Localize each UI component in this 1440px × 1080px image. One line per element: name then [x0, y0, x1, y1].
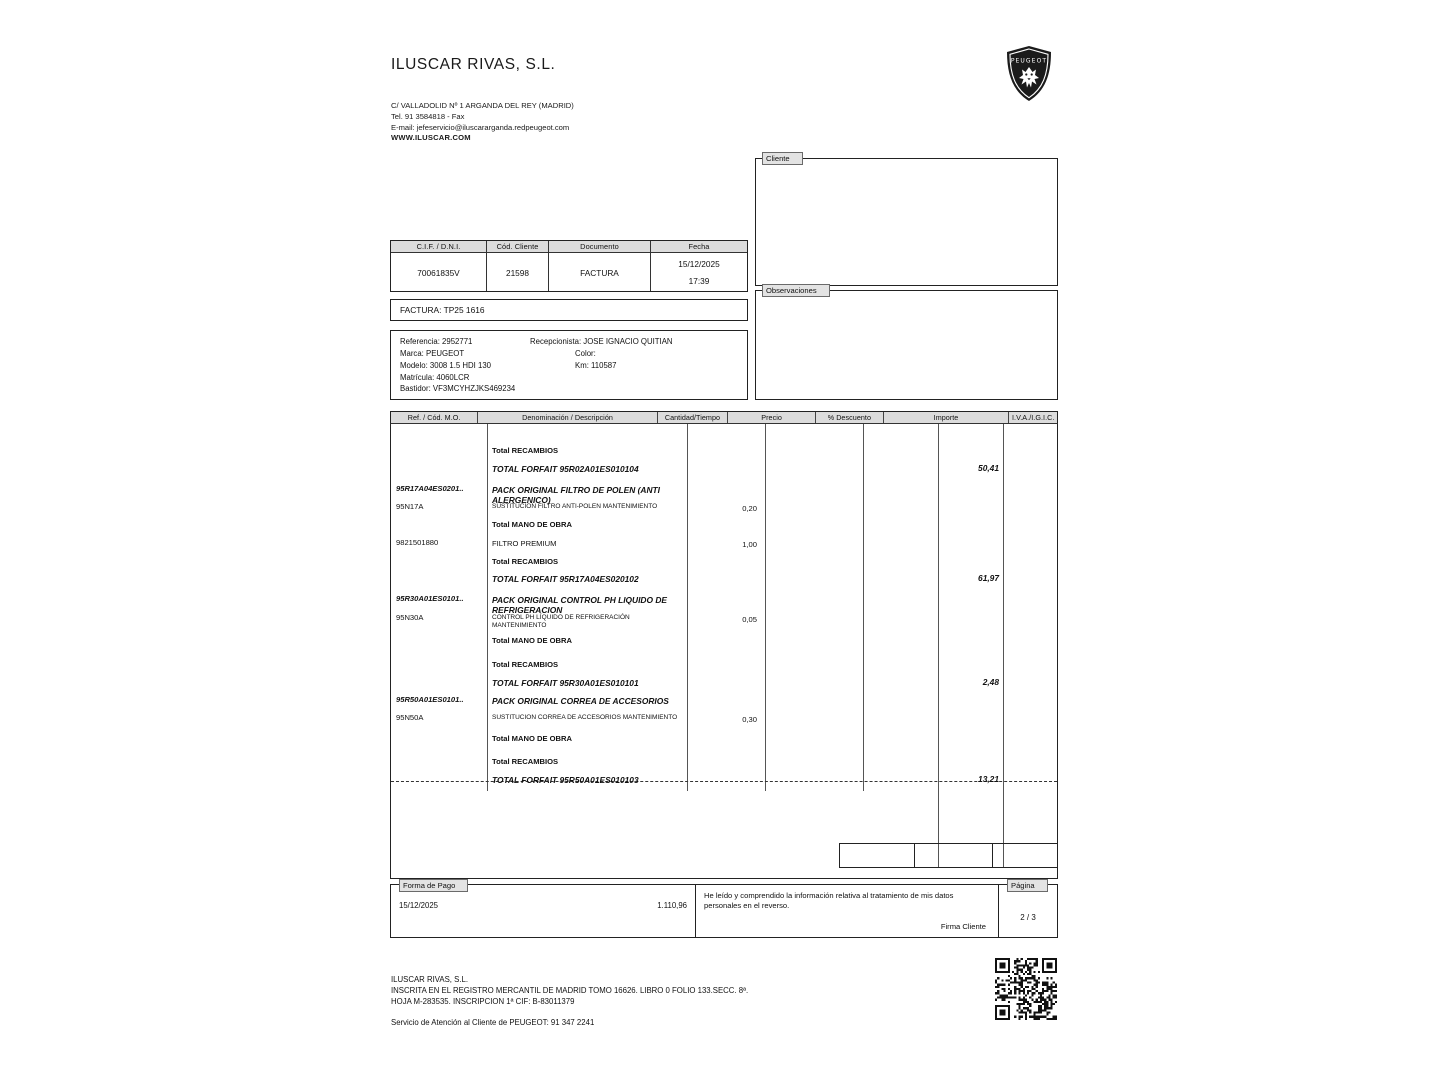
row-importe: 50,41: [978, 463, 999, 473]
hora-value: 17:39: [688, 276, 710, 286]
legal-line-1: ILUSCAR RIVAS, S.L.: [391, 975, 468, 984]
matricula-field: Matrícula: 4060LCR: [400, 372, 470, 382]
lower-sep-3: [765, 783, 766, 791]
row-cantidad: 0,20: [742, 504, 757, 513]
legal-block: [391, 974, 748, 1028]
lower-sep-2: [687, 783, 688, 791]
cod-cliente-header: Cód. Cliente: [487, 241, 548, 253]
row-denominacion: Total RECAMBIOS: [492, 757, 559, 766]
total-box-3: [993, 844, 1057, 867]
observaciones-caption: Observaciones: [762, 284, 830, 297]
qr-code-icon: [995, 958, 1057, 1020]
row-denominacion: TOTAL FORFAIT 95R50A01ES010103: [492, 775, 639, 785]
row-denominacion: TOTAL FORFAIT 95R02A01ES010104: [492, 464, 639, 474]
cif-column: [391, 241, 487, 291]
total-box-2: [915, 844, 993, 867]
th-ref: Ref. / Cód. M.O.: [391, 412, 478, 423]
lower-sep-1: [487, 783, 488, 791]
row-denominacion: PACK ORIGINAL CONTROL PH LIQUIDO DE REFRIGERACION: [492, 595, 667, 615]
row-cantidad: 0,30: [742, 715, 757, 724]
th-den: Denominación / Descripción: [478, 412, 658, 423]
col-sep-1: [487, 424, 488, 783]
bastidor-field: Bastidor: VF3MCYHZJKS469234: [400, 384, 516, 394]
row-denominacion: SUSTITUCION FILTRO ANTI-POLEN MANTENIMIENTO: [492, 503, 658, 510]
referencia-field: Referencia: 2952771: [400, 337, 473, 346]
legal-line-4: Servicio de Atención al Cliente de PEUGEOT: 91 347 2241: [391, 1018, 595, 1028]
row-cantidad: 0,05: [742, 615, 757, 624]
consent-text: He leído y comprendido la información relativa al tratamiento de mis datos personales en el reverso.: [704, 891, 954, 911]
documento-value: FACTURA: [580, 267, 619, 278]
firma-cliente-label: Firma Cliente: [940, 921, 986, 931]
documento-header: Documento: [549, 241, 650, 253]
fecha-header: Fecha: [651, 241, 747, 253]
company-name: ILUSCAR RIVAS, S.L.: [391, 56, 556, 73]
row-importe: 13,21: [978, 774, 999, 784]
modelo-field: Modelo: 3008 1.5 HDI 130: [400, 360, 492, 370]
th-importe: Importe: [884, 412, 1010, 423]
items-table-body: [390, 424, 1058, 783]
company-website: WWW.ILUSCAR.COM: [391, 133, 471, 143]
row-denominacion: PACK ORIGINAL CORREA DE ACCESORIOS: [492, 696, 669, 706]
vehicle-info-box: [390, 330, 748, 400]
pagina-cell: [999, 881, 1057, 937]
row-cantidad: 1,00: [742, 540, 757, 549]
lower-sep-4: [863, 783, 864, 791]
th-cant: Cantidad/Tiempo: [658, 412, 728, 423]
svg-text:PEUGEOT: PEUGEOT: [1010, 57, 1048, 65]
legal-line-2: INSCRITA EN EL REGISTRO MERCANTIL DE MADRID TOMO 16626. LIBRO 0 FOLIO 133.SECC. 8ª.: [391, 986, 749, 996]
row-ref: 95R17A04ES0201..: [396, 484, 464, 493]
cliente-caption: Cliente: [762, 152, 803, 165]
pago-importe: 1.110,96: [657, 901, 687, 910]
totals-boxes: [839, 843, 1058, 868]
km-field: Km: 110587: [575, 360, 617, 370]
observaciones-panel: [755, 286, 1058, 400]
legal-line-3: HOJA M-283535. INSCRIPCION 1ª CIF: B-83011379: [391, 997, 575, 1007]
cliente-panel: [755, 154, 1058, 286]
col-sep-6: [1003, 424, 1004, 783]
factura-number-bar: [390, 299, 748, 321]
document-summary-table: [390, 240, 748, 292]
row-ref: 95N17A: [396, 502, 424, 511]
row-ref: 95R50A01ES0101..: [396, 695, 464, 704]
marca-field: Marca: PEUGEOT: [400, 348, 465, 358]
col-sep-5: [938, 424, 939, 783]
row-ref: 95R30A01ES0101..: [396, 594, 464, 603]
row-denominacion: TOTAL FORFAIT 95R17A04ES020102: [492, 574, 639, 584]
fecha-value: 15/12/2025: [678, 259, 720, 269]
row-denominacion: Total MANO DE OBRA: [492, 520, 573, 529]
company-phone: Tel. 91 3584818 - Fax: [391, 111, 465, 121]
company-address: C/ VALLADOLID Nº 1 ARGANDA DEL REY (MADRID): [391, 101, 574, 110]
fecha-column: [651, 241, 747, 291]
pago-fecha: 15/12/2025: [399, 901, 439, 910]
col-sep-3: [765, 424, 766, 783]
row-denominacion: FILTRO PREMIUM: [492, 539, 557, 548]
company-address-block: [391, 101, 574, 144]
col-sep-4: [863, 424, 864, 783]
pagina-value: 2 / 3: [1020, 913, 1036, 922]
cod-cliente-value: 21598: [505, 267, 530, 278]
totals-region: [390, 783, 1058, 879]
th-precio: Precio: [728, 412, 816, 423]
cif-header: C.I.F. / D.N.I.: [391, 241, 486, 253]
cif-value: 70061835V: [417, 267, 460, 278]
row-denominacion: CONTROL PH LÍQUIDO DE REFRIGERACIÓN MANTENIMIENTO: [492, 614, 630, 629]
items-table: [390, 411, 1058, 880]
recepcionista-field: Recepcionista: JOSE IGNACIO QUITIAN: [530, 337, 673, 346]
footer-strip: [390, 881, 1058, 938]
row-denominacion: Total RECAMBIOS: [492, 660, 559, 669]
forma-de-pago-cell: [391, 881, 696, 937]
company-email: E-mail: jefeservicio@iluscararganda.redpeugeot.com: [391, 122, 570, 132]
row-denominacion: SUSTITUCION CORREA DE ACCESORIOS MANTENIMIENTO: [492, 714, 678, 721]
row-importe: 61,97: [978, 573, 999, 583]
th-descuento: % Descuento: [816, 412, 883, 423]
documento-column: [549, 241, 651, 291]
row-denominacion: Total MANO DE OBRA: [492, 636, 573, 645]
forma-de-pago-caption: Forma de Pago: [399, 879, 468, 892]
peugeot-lion-shield-icon: [1005, 45, 1053, 103]
total-box-1: [840, 844, 915, 867]
row-denominacion: PACK ORIGINAL FILTRO DE POLEN (ANTI ALERGENICO): [492, 485, 660, 505]
row-denominacion: Total RECAMBIOS: [492, 446, 559, 455]
row-denominacion: Total MANO DE OBRA: [492, 734, 573, 743]
th-iva: I.V.A./I.G.I.C.: [1011, 413, 1055, 422]
cod-cliente-column: [487, 241, 549, 291]
factura-number: FACTURA: TP25 1616: [400, 305, 485, 315]
row-ref: 95N30A: [396, 613, 424, 622]
row-denominacion: Total RECAMBIOS: [492, 557, 559, 566]
pagina-caption: Página: [1007, 879, 1048, 892]
col-sep-2: [687, 424, 688, 783]
items-table-header-row: [390, 411, 1058, 424]
row-ref: 9821501880: [396, 538, 439, 547]
consent-cell: [696, 885, 999, 937]
row-denominacion: TOTAL FORFAIT 95R30A01ES010101: [492, 678, 639, 688]
row-ref: 95N50A: [396, 713, 424, 722]
color-field: Color:: [575, 348, 596, 358]
row-importe: 2,48: [982, 677, 999, 687]
